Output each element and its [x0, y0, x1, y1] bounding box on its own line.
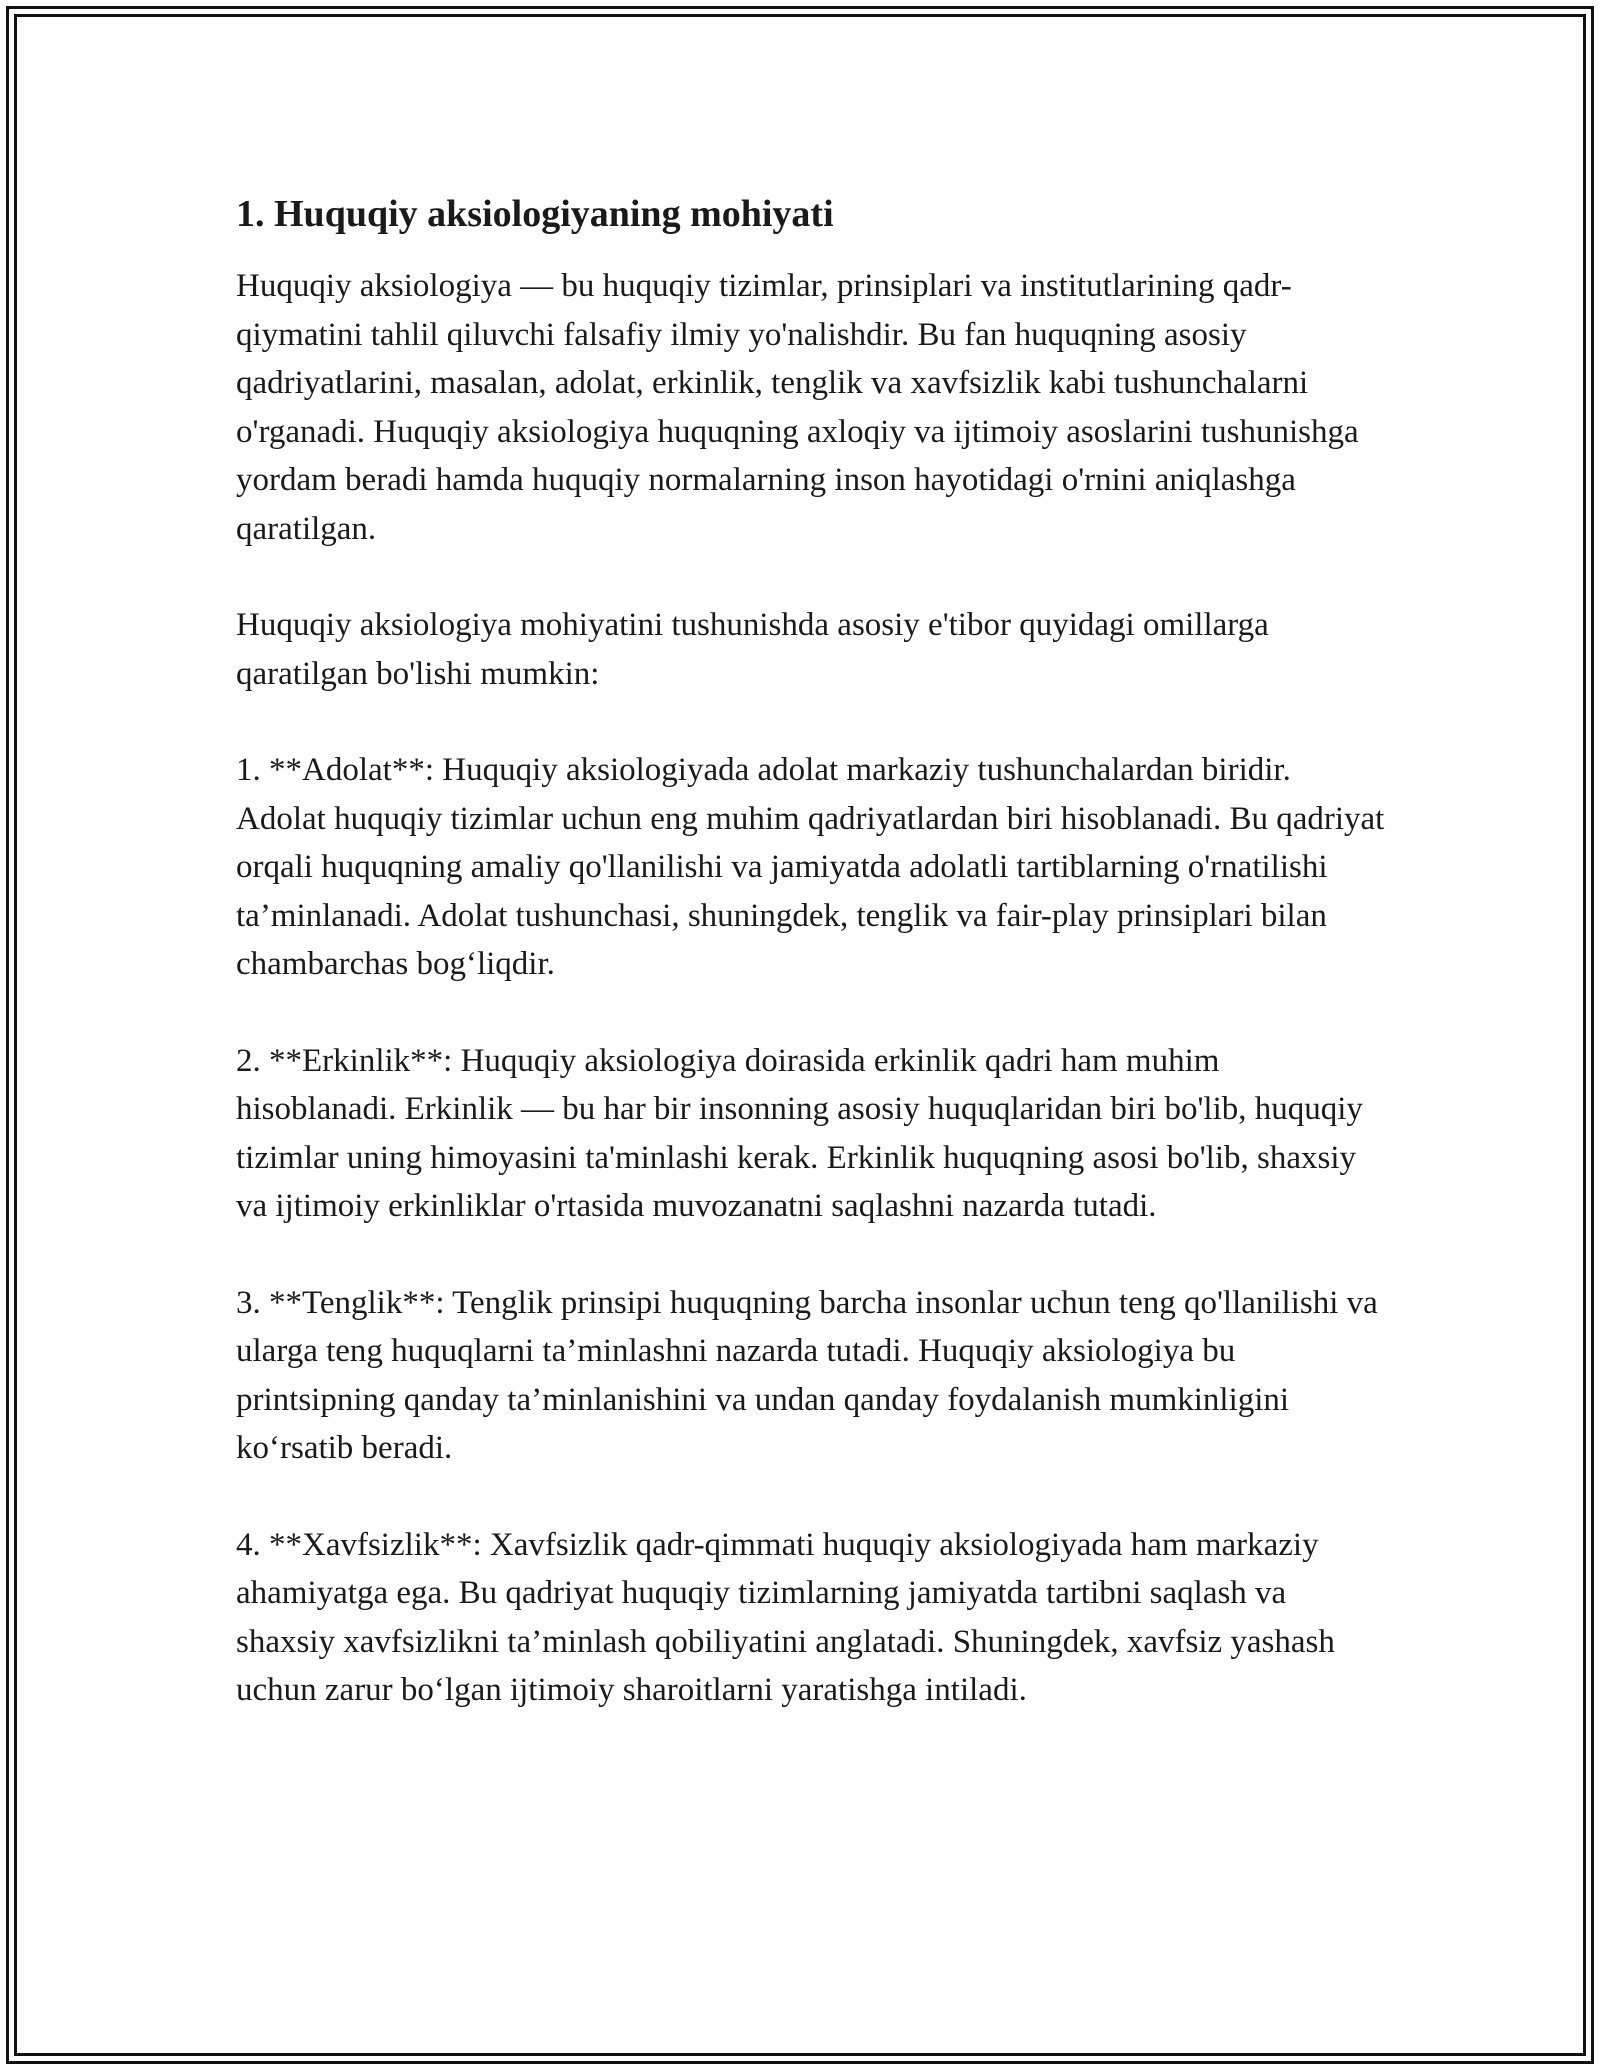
document-body	[236, 186, 1386, 1763]
intro-paragraph: Huquqiy aksiologiya — bu huquqiy tizimlar, prinsiplari va institutlarining qadr-qiymatini tahlil qiluvchi falsafiy ilmiy yo'nalishdir. Bu fan huquqning asosiy qadriyatlarini, masalan, adolat, erkinlik, tenglik va xavfsizlik kabi tushunchalarni o'rganadi. Huquqiy aksiologiya huquqning axloqiy va ijtimoiy asoslarini tushunishga yordam beradi hamda huquqiy normalarning inson hayotidagi o'rnini aniqlashga qaratilgan.	[236, 268, 1359, 547]
list-item-erkinlik: 2. **Erkinlik**: Huquqiy aksiologiya doirasida erkinlik qadri ham muhim hisoblanadi. Erkinlik — bu har bir insonning asosiy huquqlaridan biri bo'lib, huquqiy tizimlar uning himoyasini ta'minlashi kerak. Erkinlik huquqning asosi bo'lib, shaxsiy va ijtimoiy erkinliklar o'rtasida muvozanatni saqlashni nazarda tutadi.	[236, 1042, 1363, 1224]
factors-lead-paragraph: Huquqiy aksiologiya mohiyatini tushunishda asosiy e'tibor quyidagi omillarga qaratilgan bo'lishi mumkin:	[236, 607, 1269, 692]
section-heading: 1. Huquqiy aksiologiyaning mohiyati	[236, 193, 834, 235]
list-item-adolat: 1. **Adolat**: Huquqiy aksiologiyada adolat markaziy tushunchalardan biridir. Adolat huquqiy tizimlar uchun eng muhim qadriyatlardan biri hisoblanadi. Bu qadriyat orqali huquqning amaliy qo'llanilishi va jamiyatda adolatli tartiblarning o'rnatilishi ta’minlanadi. Adolat tushunchasi, shuningdek, tenglik va fair-play prinsiplari bilan chambarchas bog‘liqdir.	[236, 752, 1385, 982]
list-item-tenglik: 3. **Tenglik**: Tenglik prinsipi huquqning barcha insonlar uchun teng qo'llanilishi va ularga teng huquqlarni ta’minlashni nazarda tutadi. Huquqiy aksiologiya bu printsipning qanday ta’minlanishini va undan qanday foydalanish mumkinligini ko‘rsatib beradi.	[236, 1284, 1378, 1466]
list-item-xavfsizlik: 4. **Xavfsizlik**: Xavfsizlik qadr-qimmati huquqiy aksiologiyada ham markaziy ahamiyatga ega. Bu qadriyat huquqiy tizimlarning jamiyatda tartibni saqlash va shaxsiy xavfsizlikni ta’minlash qobiliyatini anglatadi. Shuningdek, xavfsiz yashash uchun zarur bo‘lgan ijtimoiy sharoitlarni yaratishga intiladi.	[236, 1526, 1335, 1708]
